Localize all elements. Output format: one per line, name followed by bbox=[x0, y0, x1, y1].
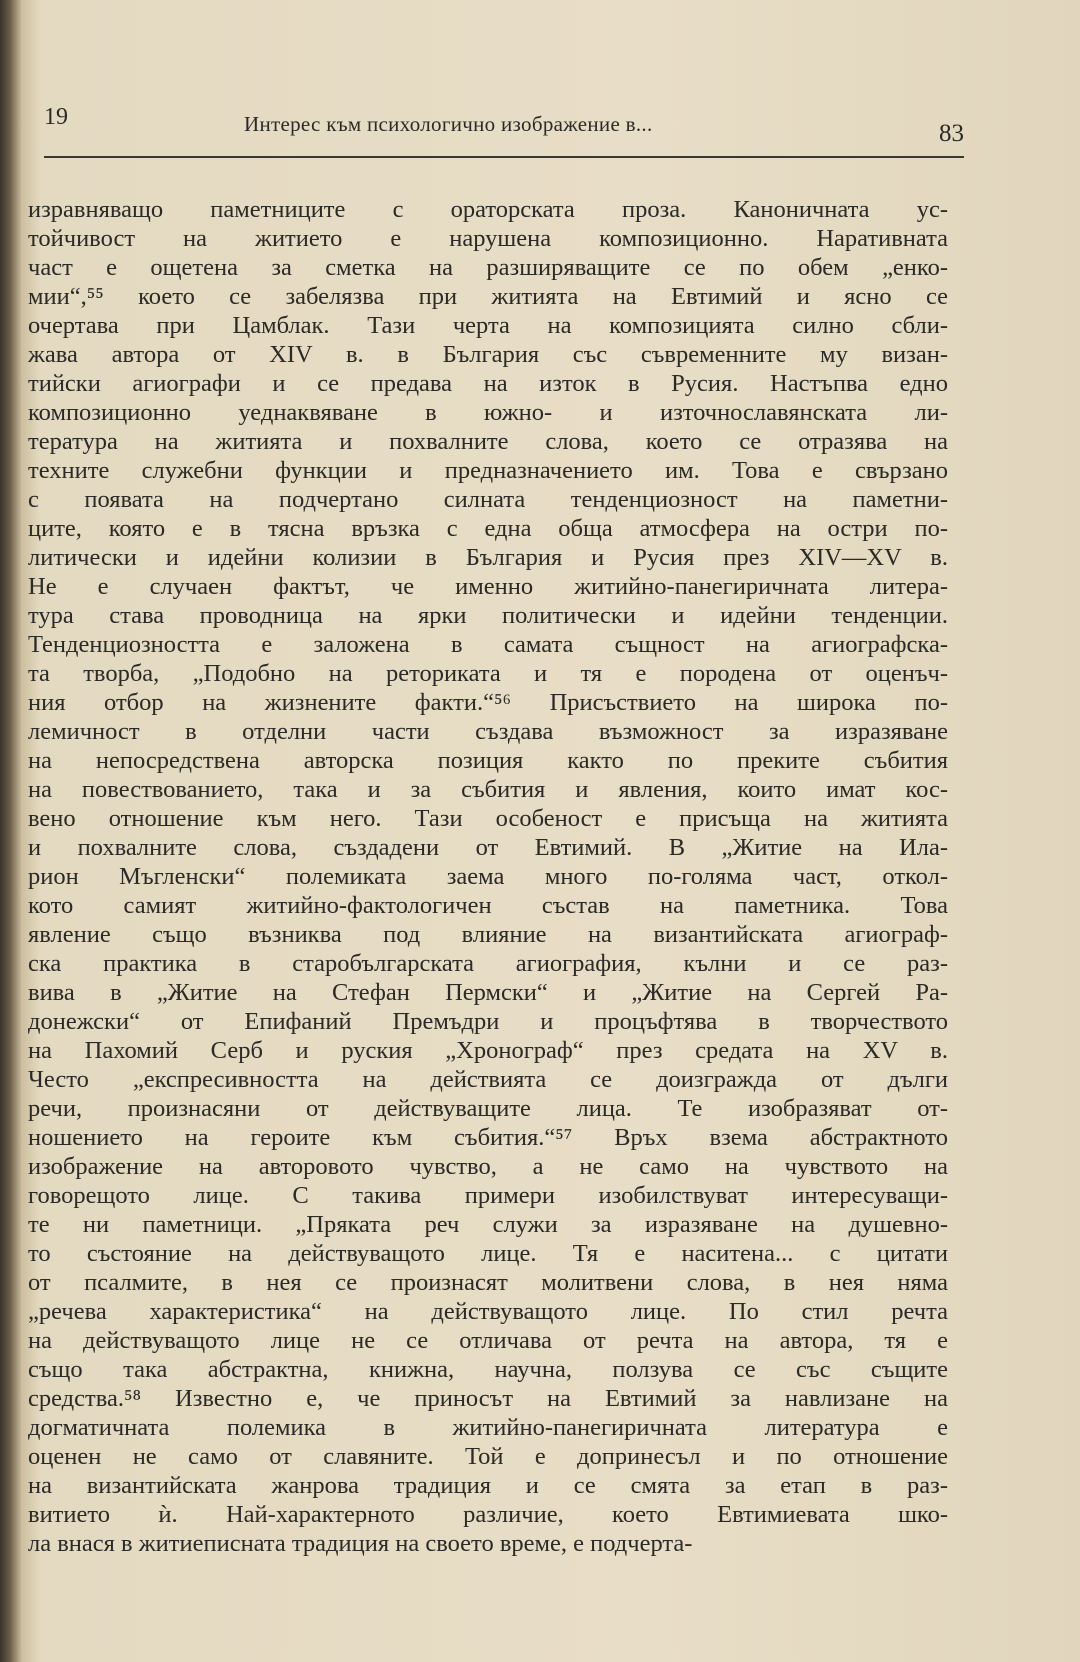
text-line: вива в „Житие на Стефан Пермски“ и „Житие на Сергей Ра- bbox=[28, 979, 948, 1006]
text-line: оценен не само от славяните. Той е допринесъл и по отношение bbox=[28, 1443, 948, 1470]
text-line: ска практика в старобългарската агиография, кълни и се раз- bbox=[28, 950, 948, 977]
text-line: ношението на героите към събития.“⁵⁷ Връх взема абстрактното bbox=[28, 1124, 948, 1151]
text-line: изображение на авторовото чувство, а не само на чувството на bbox=[28, 1153, 948, 1180]
signature-number: 19 bbox=[44, 104, 68, 130]
text-line: ла внася в житиеписната традиция на своето време, е подчерта- bbox=[28, 1530, 693, 1557]
text-line: то състояние на действуващото лице. Тя е наситена... с цитати bbox=[28, 1240, 948, 1267]
text-line: донежски“ от Епифаний Премъдри и процъфтява в творчеството bbox=[28, 1008, 948, 1035]
text-line: рион Мъгленски“ полемиката заема много по-голяма част, откол- bbox=[28, 863, 948, 890]
text-line: тойчивост на житието е нарушена композиционно. Наративната bbox=[28, 225, 948, 252]
text-line: речи, произнасяни от действуващите лица. Те изобразяват от- bbox=[28, 1095, 948, 1122]
text-line: на непосредствена авторска позиция както по преките събития bbox=[28, 747, 948, 774]
text-line: тийски агиографи и се предава на изток в Русия. Настъпва едно bbox=[28, 370, 948, 397]
text-line: на византийската жанрова традиция и се смята за етап в раз- bbox=[28, 1472, 948, 1499]
text-line: ния отбор на жизнените факти.“⁵⁶ Присъствието на широка по- bbox=[28, 689, 948, 716]
text-line: витието ѝ. Най-характерното различие, което Евтимиевата шко- bbox=[28, 1501, 948, 1528]
page-number: 83 bbox=[939, 120, 964, 147]
text-line: говорещото лице. С такива примери изобилствуват интересуващи- bbox=[28, 1182, 948, 1209]
text-line: очертава при Цамблак. Тази черта на композицията силно сбли- bbox=[28, 312, 948, 339]
text-line: ците, която е в тясна връзка с една обща атмосфера на остри по- bbox=[28, 515, 948, 542]
text-line: на Пахомий Серб и руския „Хронограф“ през средата на XV в. bbox=[28, 1037, 948, 1064]
text-line: с появата на подчертано силната тенденциозност на паметни- bbox=[28, 486, 948, 513]
text-line: те ни паметници. „Пряката реч служи за изразяване на душевно- bbox=[28, 1211, 948, 1238]
text-line: вено отношение към него. Тази особеност е присъща на житията bbox=[28, 805, 948, 832]
body-text bbox=[28, 195, 948, 1558]
text-line: Често „експресивността на действията се доизгражда от дълги bbox=[28, 1066, 948, 1093]
text-line: композиционно уеднаквяване в южно- и източнославянската ли- bbox=[28, 399, 948, 426]
text-line: част е ощетена за сметка на разширяващите се по обем „енко- bbox=[28, 254, 948, 281]
text-line: на повествованието, така и за събития и явления, които имат кос- bbox=[28, 776, 948, 803]
text-line: литически и идейни колизии в България и Русия през XIV—XV в. bbox=[28, 544, 948, 571]
text-line: догматичната полемика в житийно-панегиричната литература е bbox=[28, 1414, 948, 1441]
text-line: Тенденциозността е заложена в самата същност на агиографска- bbox=[28, 631, 948, 658]
text-line: и похвалните слова, създадени от Евтимий. В „Житие на Ила- bbox=[28, 834, 948, 861]
text-line: Не е случаен фактът, че именно житийно-панегиричната литера- bbox=[28, 573, 948, 600]
text-line: жава автора от XIV в. в България със съвременните му визан- bbox=[28, 341, 948, 368]
text-line: кото самият житийно-фактологичен състав на паметника. Това bbox=[28, 892, 948, 919]
text-line: от псалмите, в нея се произнасят молитвени слова, в нея няма bbox=[28, 1269, 948, 1296]
text-line: средства.⁵⁸ Известно е, че приносът на Евтимий за навлизане на bbox=[28, 1385, 948, 1412]
header-rule bbox=[44, 156, 964, 158]
text-line: техните служебни функции и предназначението им. Това е свързано bbox=[28, 457, 948, 484]
text-line: лемичност в отделни части създава възможност за изразяване bbox=[28, 718, 948, 745]
text-line: тература на житията и похвалните слова, което се отразява на bbox=[28, 428, 948, 455]
text-line: „речева характеристика“ на действуващото лице. По стил речта bbox=[28, 1298, 948, 1325]
running-title: Интерес към психологично изображение в... bbox=[244, 112, 653, 136]
text-line: мии“,⁵⁵ което се забелязва при житията на Евтимий и ясно се bbox=[28, 283, 948, 310]
text-line: тура става проводница на ярки политически и идейни тенденции. bbox=[28, 602, 948, 629]
text-line: на действуващото лице не се отличава от речта на автора, тя е bbox=[28, 1327, 948, 1354]
text-line: та творба, „Подобно на реториката и тя е породена от оценъч- bbox=[28, 660, 948, 687]
text-line: явление също възниква под влияние на византийската агиограф- bbox=[28, 921, 948, 948]
page-header bbox=[44, 100, 964, 150]
text-line: изравняващо паметниците с ораторската проза. Каноничната ус- bbox=[28, 196, 948, 223]
text-line: също така абстрактна, книжна, научна, ползува се със същите bbox=[28, 1356, 948, 1383]
